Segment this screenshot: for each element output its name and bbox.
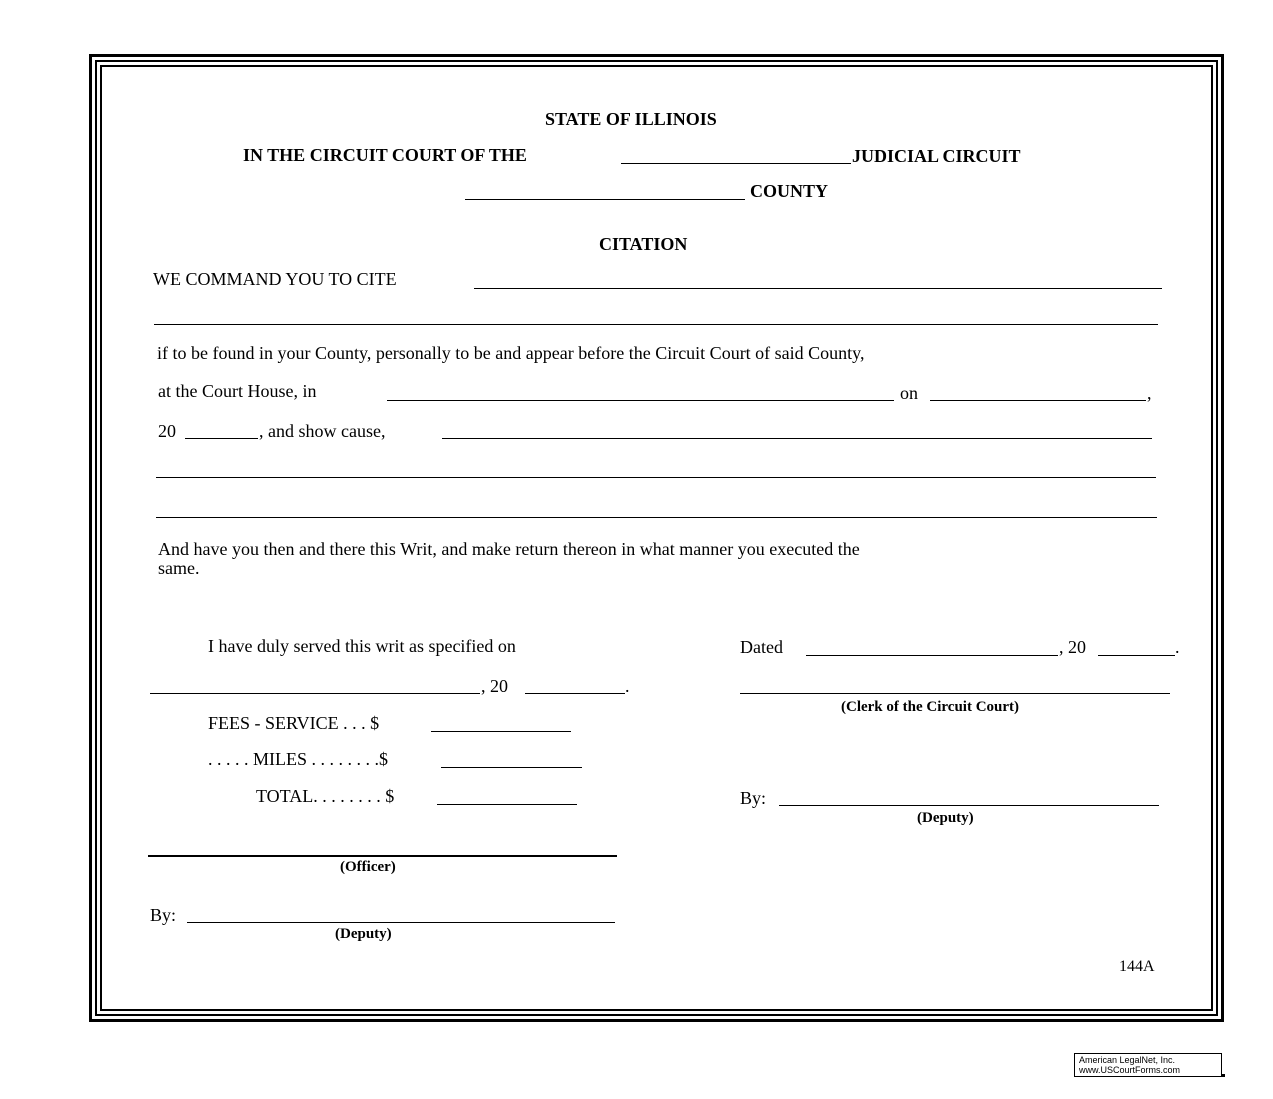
publisher-stamp (1074, 1053, 1222, 1077)
clerk-deputy-signature-field[interactable] (779, 805, 1159, 806)
border-inner (100, 65, 1213, 1011)
court-house-label: at the Court House, in (158, 381, 317, 401)
fees-service-field[interactable] (431, 731, 571, 732)
publisher-name: American LegalNet, Inc. (1079, 1055, 1176, 1065)
county-label: COUNTY (750, 181, 829, 201)
court-heading-prefix: IN THE CIRCUIT COURT OF THE (243, 145, 527, 165)
service-date-period: . (625, 676, 630, 696)
on-label: on (900, 383, 918, 403)
cite-name-field[interactable] (474, 288, 1162, 289)
served-text: I have duly served this writ as specified on (208, 636, 516, 656)
service-year-prefix: , 20 (481, 676, 508, 696)
dated-date-field[interactable] (806, 655, 1058, 656)
total-fee-field[interactable] (437, 804, 577, 805)
appear-text: if to be found in your County, personally to be and appear before the Circuit Court of said County, (157, 343, 865, 363)
clerk-signature-field[interactable] (740, 693, 1170, 694)
show-cause-field[interactable] (442, 438, 1152, 439)
year-prefix: 20 (158, 421, 176, 441)
form-number: 144A (1119, 958, 1155, 975)
court-house-location-field[interactable] (387, 400, 894, 401)
dated-period: . (1175, 637, 1180, 657)
state-heading: STATE OF ILLINOIS (545, 109, 717, 129)
cite-name-field-continued[interactable] (154, 324, 1158, 325)
show-cause-field-line-3[interactable] (156, 517, 1157, 518)
publisher-url: www.USCourtForms.com (1079, 1065, 1181, 1075)
writ-instruction-line-2: same. (158, 558, 200, 578)
show-cause-label: , and show cause, (259, 421, 386, 441)
form-title: CITATION (599, 234, 688, 254)
clerk-deputy-label: (Deputy) (917, 810, 974, 826)
total-label: TOTAL. . . . . . . . $ (256, 786, 395, 806)
officer-deputy-label: (Deputy) (335, 926, 392, 942)
officer-label: (Officer) (340, 859, 396, 875)
miles-fee-field[interactable] (441, 767, 582, 768)
date-comma: , (1147, 383, 1152, 403)
command-text: WE COMMAND YOU TO CITE (153, 269, 397, 289)
appearance-date-field[interactable] (930, 400, 1146, 401)
appearance-year-field[interactable] (185, 438, 258, 439)
clerk-deputy-by-label: By: (740, 788, 767, 808)
service-year-field[interactable] (525, 693, 625, 694)
dated-year-prefix: , 20 (1059, 637, 1086, 657)
court-heading-suffix: JUDICIAL CIRCUIT (852, 146, 1021, 166)
officer-deputy-by-label: By: (150, 905, 177, 925)
county-name-field[interactable] (465, 199, 745, 200)
miles-label: . . . . . MILES . . . . . . . .$ (208, 749, 388, 769)
service-date-field[interactable] (150, 693, 480, 694)
show-cause-field-line-2[interactable] (156, 477, 1156, 478)
judicial-circuit-field[interactable] (621, 163, 851, 164)
fees-service-label: FEES - SERVICE . . . $ (208, 713, 380, 733)
writ-instruction-line-1: And have you then and there this Writ, and make return thereon in what manner you executed the (158, 539, 860, 559)
dated-label: Dated (740, 637, 783, 657)
dated-year-field[interactable] (1098, 655, 1175, 656)
clerk-label: (Clerk of the Circuit Court) (841, 699, 1020, 715)
officer-deputy-signature-field[interactable] (187, 922, 615, 923)
